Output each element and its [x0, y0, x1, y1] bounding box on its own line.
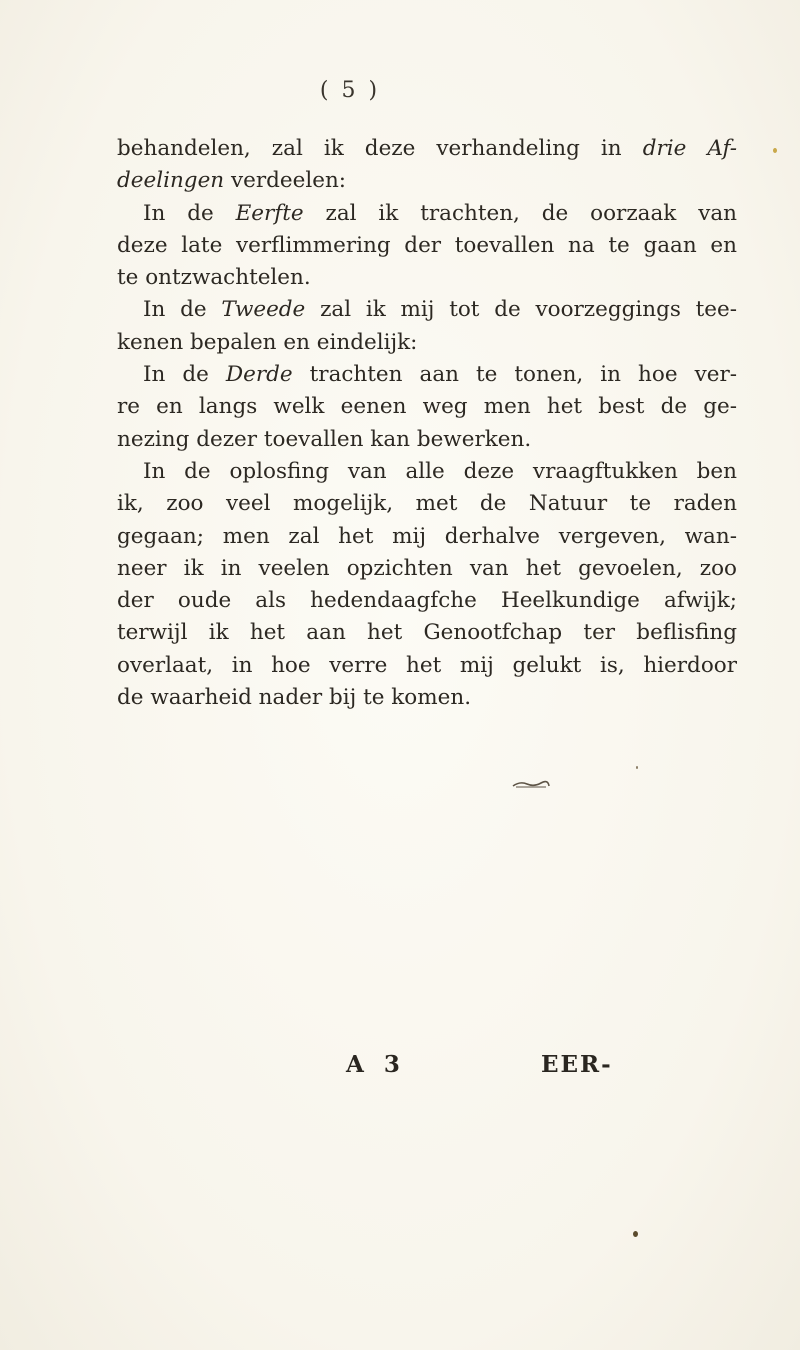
- text-run: In de oplosfing van alle deze vraagftukken ben: [143, 458, 737, 484]
- text-run: gegaan; men zal het mij derhalve vergeven, wan-: [117, 523, 737, 549]
- italic-run: Eerfte: [235, 200, 304, 226]
- text-run: behandelen, zal ik deze verhandeling in: [117, 136, 643, 161]
- text-run: verdeelen:: [224, 168, 347, 194]
- catchword: EER-: [541, 1051, 613, 1078]
- text-run: ik, zoo veel mogelijk, met de Natuur te raden: [117, 491, 737, 517]
- text-line: [117, 424, 737, 456]
- text-line: [117, 165, 737, 197]
- page-footer: [0, 1051, 800, 1091]
- page-number: ( 5 ): [319, 78, 381, 103]
- text-run: trachten aan te tonen, in hoe ver-: [292, 362, 737, 388]
- text-line: [117, 456, 737, 488]
- signature-mark: A 3: [346, 1051, 406, 1078]
- italic-run: drie Af-: [642, 136, 737, 161]
- italic-run: deelingen: [117, 168, 225, 194]
- text-line: [117, 294, 737, 326]
- text-run: nezing dezer toevallen kan bewerken.: [117, 426, 532, 452]
- text-run: re en langs welk eenen weg men het best de ge-: [117, 394, 737, 420]
- text-run: te ontzwachtelen.: [117, 265, 311, 291]
- text-run: neer ik in veelen opzichten van het gevoelen, zoo: [117, 555, 737, 581]
- text-run: de waarheid nader bij te komen.: [117, 685, 472, 711]
- text-line: [117, 133, 737, 165]
- text-run: der oude als hedendaagfche Heelkundige afwijk;: [117, 588, 737, 614]
- italic-run: Tweede: [221, 297, 306, 323]
- text-line: [117, 391, 737, 423]
- text-run: deze late verflimmering der toevallen na te gaan en: [117, 232, 737, 258]
- text-line: [117, 198, 737, 230]
- printer-ornament: [512, 780, 550, 788]
- text-line: [117, 230, 737, 262]
- text-line: [117, 488, 737, 520]
- ink-speck: [773, 148, 777, 153]
- text-line: [117, 262, 737, 294]
- text-line: [117, 585, 737, 617]
- body-text: [117, 133, 737, 714]
- text-run: In de: [143, 362, 226, 388]
- text-line: [117, 327, 737, 359]
- text-line: [117, 359, 737, 391]
- text-line: [117, 682, 737, 714]
- text-line: [117, 650, 737, 682]
- text-run: zal ik trachten, de oorzaak van: [303, 200, 737, 226]
- text-line: [117, 521, 737, 553]
- italic-run: Derde: [225, 362, 293, 388]
- text-run: In de: [143, 200, 236, 226]
- text-run: terwijl ik het aan het Genootfchap ter beflisfing: [117, 620, 737, 646]
- text-run: zal ik mij tot de voorzeggings tee-: [305, 297, 737, 323]
- text-run: kenen bepalen en eindelijk:: [117, 329, 418, 355]
- text-run: overlaat, in hoe verre het mij gelukt is, hierdoor: [117, 652, 737, 678]
- ink-speck: [636, 766, 638, 769]
- ink-speck: [633, 1231, 638, 1237]
- text-run: In de: [143, 297, 222, 323]
- text-line: [117, 617, 737, 649]
- text-line: [117, 553, 737, 585]
